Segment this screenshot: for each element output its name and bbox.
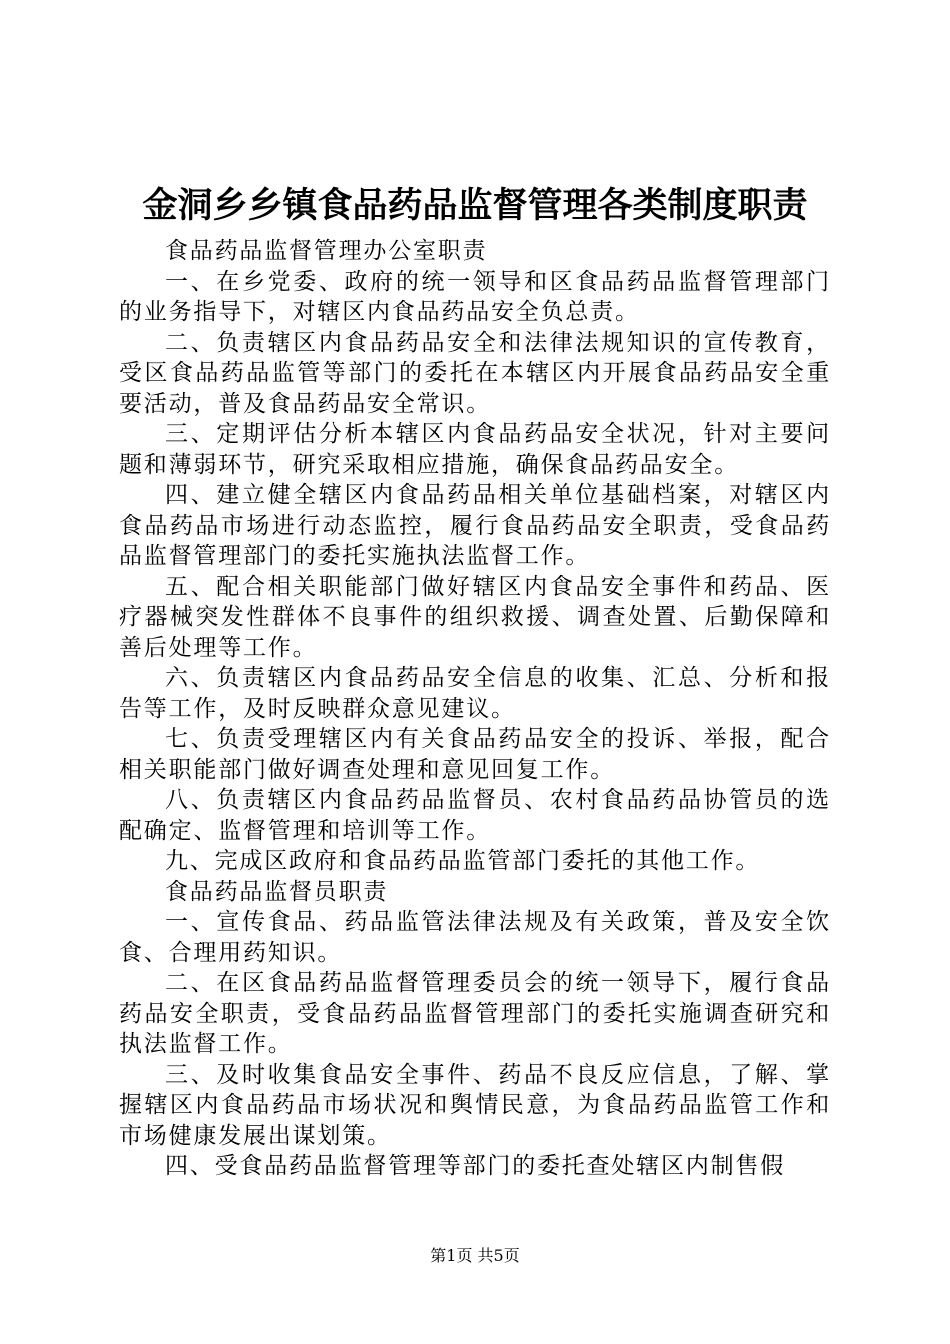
paragraph: 一、在乡党委、政府的统一领导和区食品药品监督管理部门的业务指导下，对辖区内食品药品安全负总责。 bbox=[119, 268, 831, 325]
paragraph: 八、负责辖区内食品药品监督员、农村食品药品协管员的选配确定、监督管理和培训等工作。 bbox=[119, 787, 831, 844]
page-number: 第1页 共5页 bbox=[430, 1246, 520, 1265]
paragraph: 三、定期评估分析本辖区内食品药品安全状况，针对主要问题和薄弱环节，研究采取相应措施，确保食品药品安全。 bbox=[119, 421, 831, 478]
page-footer bbox=[0, 1244, 950, 1268]
paragraph: 七、负责受理辖区内有关食品药品安全的投诉、举报，配合相关职能部门做好调查处理和意见回复工作。 bbox=[119, 726, 831, 783]
paragraph: 二、负责辖区内食品药品安全和法律法规知识的宣传教育，受区食品药品监管等部门的委托在本辖区内开展食品药品安全重要活动，普及食品药品安全常识。 bbox=[119, 329, 831, 417]
paragraph: 二、在区食品药品监督管理委员会的统一领导下，履行食品药品安全职责，受食品药品监督管理部门的委托实施调查研究和执法监督工作。 bbox=[119, 970, 831, 1057]
paragraph: 六、负责辖区内食品药品安全信息的收集、汇总、分析和报告等工作，及时反映群众意见建议。 bbox=[119, 665, 831, 722]
paragraph: 九、完成区政府和食品药品监管部门委托的其他工作。 bbox=[165, 848, 761, 874]
paragraph: 四、建立健全辖区内食品药品相关单位基础档案，对辖区内食品药品市场进行动态监控，履行食品药品安全职责，受食品药品监督管理部门的委托实施执法监督工作。 bbox=[119, 482, 831, 569]
paragraph: 四、受食品药品监督管理等部门的委托查处辖区内制售假 bbox=[165, 1153, 785, 1179]
paragraph: 五、配合相关职能部门做好辖区内食品安全事件和药品、医疗器械突发性群体不良事件的组织救援、调查处置、后勤保障和善后处理等工作。 bbox=[119, 573, 831, 661]
paragraph: 一、宣传食品、药品监管法律法规及有关政策，普及安全饮食、合理用药知识。 bbox=[119, 909, 831, 966]
document-title: 金洞乡乡镇食品药品监督管理各类制度职责 bbox=[142, 185, 808, 226]
paragraph-heading-office-duties: 食品药品监督管理办公室职责 bbox=[165, 238, 488, 264]
document-body bbox=[119, 236, 831, 1182]
paragraph-heading-inspector-duties: 食品药品监督员职责 bbox=[165, 878, 389, 905]
paragraph: 三、及时收集食品安全事件、药品不良反应信息，了解、掌握辖区内食品药品市场状况和舆情民意，为食品药品监管工作和市场健康发展出谋划策。 bbox=[119, 1061, 831, 1149]
